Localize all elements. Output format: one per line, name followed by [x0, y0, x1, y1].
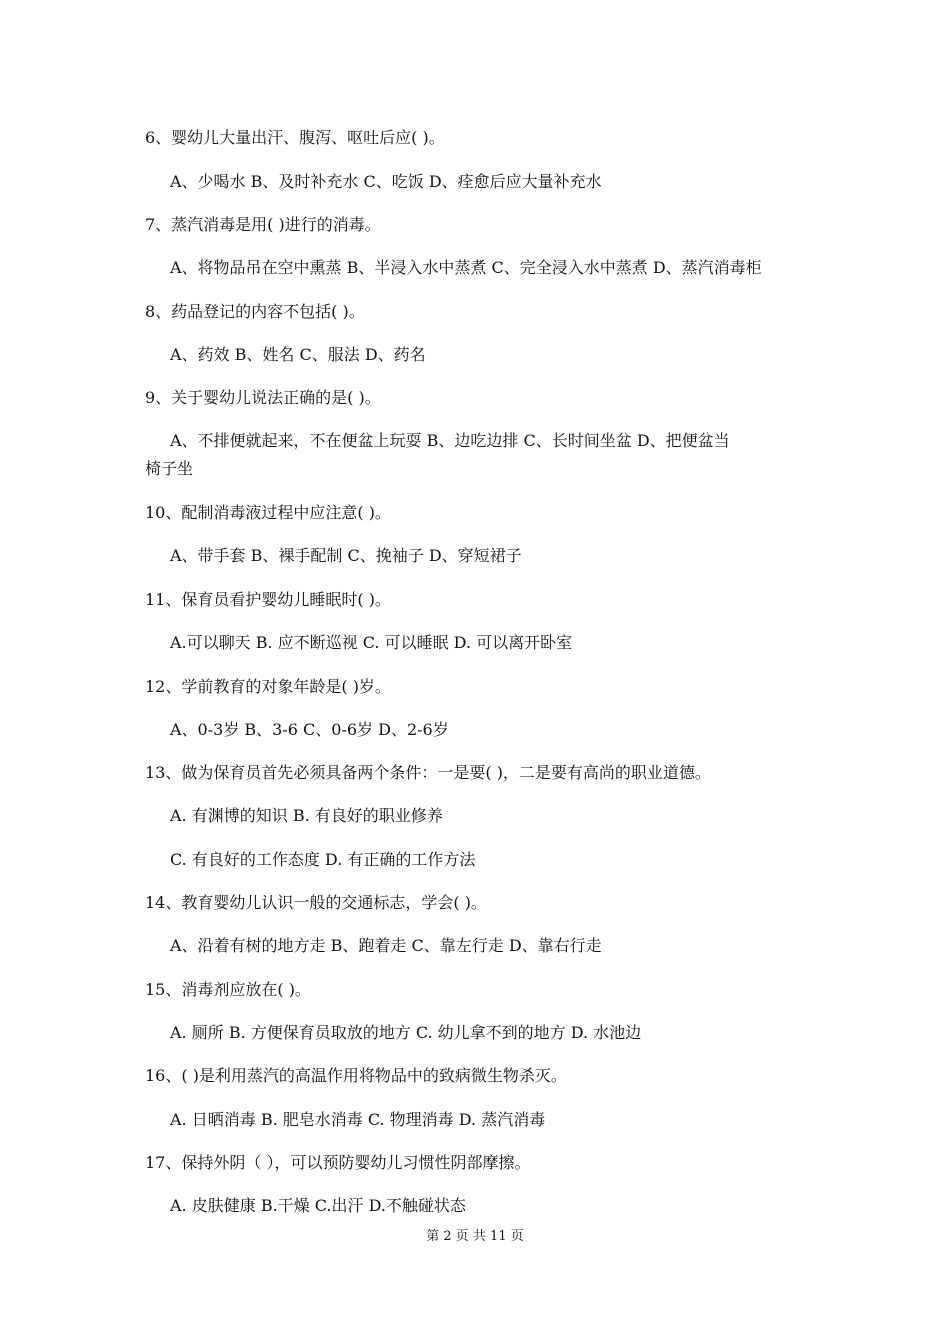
question-options: A、药效 B、姓名 C、服法 D、药名 — [170, 345, 426, 364]
question-options: A. 有渊博的知识 B. 有良好的职业修养 — [170, 806, 443, 825]
question-options: A、不排便就起来，不在便盆上玩耍 B、边吃边排 C、长时间坐盆 D、把便盆当 — [170, 431, 730, 450]
question-stem: 15、消毒剂应放在( )。 — [145, 980, 311, 999]
question-stem: 11、保育员看护婴幼儿睡眠时( )。 — [145, 590, 391, 609]
question-options: A.可以聊天 B. 应不断巡视 C. 可以睡眠 D. 可以离开卧室 — [170, 633, 573, 652]
page-footer: 第 2 页 共 11 页 — [426, 1229, 524, 1244]
question-options: A、带手套 B、裸手配制 C、挽袖子 D、穿短裙子 — [170, 546, 522, 565]
question-stem: 14、教育婴幼儿认识一般的交通标志，学会( )。 — [145, 893, 487, 912]
question-stem: 13、做为保育员首先必须具备两个条件：一是要( )，二是要有高尚的职业道德。 — [145, 763, 711, 782]
question-stem: 17、保持外阴（ ），可以预防婴幼儿习惯性阴部摩擦。 — [145, 1153, 531, 1172]
question-options: A、将物品吊在空中熏蒸 B、半浸入水中蒸煮 C、完全浸入水中蒸煮 D、蒸汽消毒柜 — [170, 258, 762, 277]
question-options: A、少喝水 B、及时补充水 C、吃饭 D、痊愈后应大量补充水 — [170, 172, 602, 191]
question-stem: 10、配制消毒液过程中应注意( )。 — [145, 503, 391, 522]
question-stem: 9、关于婴幼儿说法正确的是( )。 — [145, 388, 381, 407]
question-options: A、0-3岁 B、3-6 C、0-6岁 D、2-6岁 — [170, 720, 449, 739]
question-stem: 16、( )是利用蒸汽的高温作用将物品中的致病微生物杀灭。 — [145, 1066, 567, 1085]
question-options: A. 厕所 B. 方便保育员取放的地方 C. 幼儿拿不到的地方 D. 水池边 — [170, 1023, 642, 1042]
question-stem: 8、药品登记的内容不包括( )。 — [145, 302, 365, 321]
question-options: 椅子坐 — [145, 459, 194, 478]
question-options: A. 皮肤健康 B.干燥 C.出汗 D.不触碰状态 — [170, 1196, 466, 1215]
question-options: C. 有良好的工作态度 D. 有正确的工作方法 — [170, 850, 476, 869]
question-stem: 12、学前教育的对象年龄是( )岁。 — [145, 677, 391, 696]
question-stem: 6、婴幼儿大量出汗、腹泻、呕吐后应( )。 — [145, 128, 445, 147]
question-options: A、沿着有树的地方走 B、跑着走 C、靠左行走 D、靠右行走 — [170, 936, 602, 955]
question-stem: 7、蒸汽消毒是用( )进行的消毒。 — [145, 215, 381, 234]
question-options: A. 日晒消毒 B. 肥皂水消毒 C. 物理消毒 D. 蒸汽消毒 — [170, 1110, 546, 1129]
